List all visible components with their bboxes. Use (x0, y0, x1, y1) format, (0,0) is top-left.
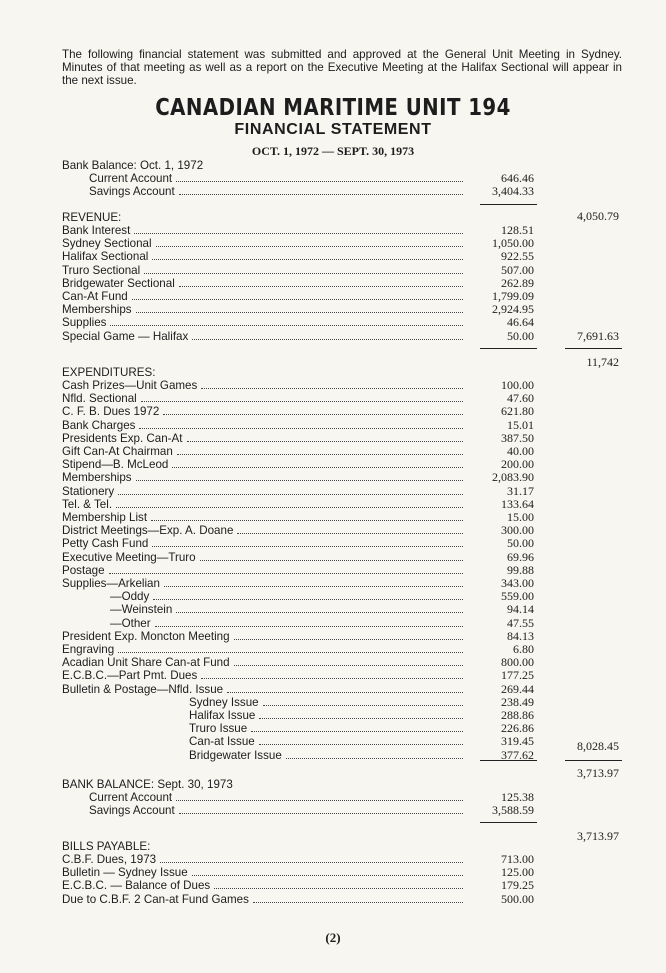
dot-leader (141, 401, 463, 402)
expenditure-amount: 621.80 (501, 404, 534, 419)
dot-leader (179, 286, 463, 287)
closing-row (89, 791, 467, 804)
revenue-label: Truro Sectional (62, 263, 141, 277)
expenditure-row (62, 683, 467, 696)
expenditure-row (62, 643, 467, 656)
document-subtitle: FINANCIAL STATEMENT (234, 121, 432, 138)
dot-leader (286, 758, 463, 759)
dot-leader (118, 652, 463, 653)
expenditure-amount: 238.49 (501, 694, 534, 709)
dot-leader (201, 678, 463, 679)
dot-leader (176, 612, 463, 613)
document-title: CANADIAN MARITIME UNIT 194 (155, 95, 511, 121)
revenue-row (62, 316, 467, 329)
expenditures-subtotal: 8,028.45 (577, 739, 619, 753)
revenue-amount: 1,050.00 (492, 236, 534, 251)
expenditure-label: Cash Prizes—Unit Games (62, 379, 198, 392)
revenue-label: Halifax Sectional (62, 250, 149, 264)
revenue-rule-amounts (480, 348, 537, 349)
expenditure-row (189, 749, 467, 762)
expenditure-label: Presidents Exp. Can-At (62, 431, 183, 445)
expenditure-row (62, 471, 467, 484)
dot-leader (132, 299, 463, 300)
expenditure-amount: 50.00 (507, 536, 534, 551)
expenditure-label: Supplies—Arkelian (62, 577, 160, 590)
expenditure-label: District Meetings—Exp. A. Doane (62, 524, 234, 538)
expenditure-row (189, 735, 467, 748)
expenditures-rule-totals (565, 760, 622, 761)
expenditure-label: Membership List (62, 511, 148, 524)
revenue-label: Sydney Sectional (62, 237, 152, 251)
dot-leader (234, 639, 463, 640)
statement-period: OCT. 1, 1972 — SEPT. 30, 1973 (251, 144, 415, 158)
closing-amount: 125.38 (501, 790, 534, 804)
expenditure-amount: 84.13 (507, 628, 534, 643)
expenditure-label: Sydney Issue (189, 695, 259, 709)
expenditure-row (62, 432, 467, 445)
dot-leader (177, 454, 463, 455)
bills-header: BILLS PAYABLE: (62, 840, 151, 853)
expenditure-label: Memberships (62, 471, 132, 485)
expenditures-header: EXPENDITURES: (62, 366, 156, 379)
expenditure-label: Acadian Unit Share Can-at Fund (62, 656, 230, 670)
revenue-amount: 922.55 (501, 249, 534, 264)
closing-total: 3,713.97 (577, 829, 619, 843)
revenue-label: Can-At Fund (62, 290, 128, 303)
dot-leader (179, 194, 463, 195)
revenue-row (62, 330, 467, 343)
expenditure-label: —Weinstein (110, 603, 173, 617)
dot-leader (201, 388, 463, 389)
dot-leader (251, 731, 463, 732)
expenditure-amount: 99.88 (507, 562, 534, 577)
expenditure-row (62, 630, 467, 643)
dot-leader (227, 692, 463, 693)
expenditure-row (62, 445, 467, 458)
dot-leader (234, 665, 463, 666)
expenditure-amount: 559.00 (501, 589, 534, 604)
expenditure-amount: 133.64 (501, 496, 534, 511)
expenditure-label: Engraving (62, 643, 115, 656)
expenditure-amount: 319.45 (501, 734, 534, 749)
expenditure-amount: 40.00 (507, 444, 534, 458)
dot-leader (116, 507, 463, 508)
expenditure-label: E.C.B.C.—Part Pmt. Dues (62, 669, 198, 683)
closing-label: Savings Account (89, 804, 175, 818)
expenditure-label: Bank Charges (62, 418, 136, 432)
revenue-row (62, 224, 467, 237)
revenue-row (62, 264, 467, 277)
dot-leader (155, 626, 463, 627)
dot-leader (109, 573, 463, 574)
expenditure-label: Can-at Issue (189, 735, 255, 749)
dot-leader (163, 414, 463, 415)
expenditure-label: Gift Can-At Chairman (62, 445, 173, 458)
revenue-amount: 262.89 (501, 275, 534, 290)
dot-leader (176, 181, 463, 182)
dot-leader (253, 902, 463, 903)
opening-amount: 646.46 (501, 171, 534, 185)
dot-leader (136, 312, 463, 313)
expenditure-row (62, 564, 467, 577)
dot-leader (192, 339, 463, 340)
expenditure-row (62, 669, 467, 682)
expenditure-row (189, 709, 467, 722)
dot-leader (152, 546, 463, 547)
closing-amount: 3,588.59 (492, 803, 534, 818)
expenditure-label: —Oddy (110, 590, 150, 604)
dot-leader (151, 520, 463, 521)
revenue-amount: 50.00 (507, 328, 534, 343)
revenue-label: Bank Interest (62, 224, 131, 237)
revenue-row (62, 290, 467, 303)
expenditure-amount: 288.86 (501, 708, 534, 722)
expenditure-amount: 177.25 (501, 668, 534, 683)
expenditure-label: C. F. B. Dues 1972 (62, 405, 160, 419)
opening-total: 4,050.79 (577, 209, 619, 223)
expenditure-amount: 31.17 (507, 483, 534, 498)
closing-label: Current Account (89, 791, 173, 804)
dot-leader (172, 467, 463, 468)
dot-leader (263, 705, 463, 706)
expenditure-amount: 94.14 (507, 602, 534, 617)
closing-balance-header: BANK BALANCE: Sept. 30, 1973 (62, 778, 233, 791)
expenditure-label: Bridgewater Issue (189, 748, 282, 762)
expenditures-rule-amounts (480, 760, 537, 761)
expenditure-row (110, 603, 467, 616)
expenditure-row (62, 405, 467, 418)
dot-leader (214, 888, 463, 889)
dot-leader (176, 800, 463, 801)
revenue-row (62, 237, 467, 250)
dot-leader (200, 560, 463, 561)
expenditure-row (62, 379, 467, 392)
revenue-amount: 1,799.09 (492, 289, 534, 303)
expenditure-label: Petty Cash Fund (62, 537, 149, 551)
expenditure-row (62, 485, 467, 498)
dot-leader (156, 246, 463, 247)
expenditure-row (110, 590, 467, 603)
expenditure-label: Tel. & Tel. (62, 497, 113, 511)
opening-rule (480, 204, 537, 205)
expenditure-row (62, 511, 467, 524)
revenue-amount: 46.64 (507, 315, 534, 330)
expenditures-total: 3,713.97 (577, 766, 619, 780)
dot-leader (139, 428, 463, 429)
dot-leader (144, 273, 463, 274)
dot-leader (160, 862, 463, 863)
expenditure-amount: 226.86 (501, 721, 534, 736)
closing-rule (480, 822, 537, 823)
dot-leader (192, 875, 463, 876)
expenditure-row (189, 722, 467, 735)
expenditure-amount: 269.44 (501, 681, 534, 696)
bill-row (62, 879, 467, 892)
dot-leader (152, 259, 463, 260)
expenditure-label: Bulletin & Postage—Nfld. Issue (62, 682, 224, 696)
expenditure-row (62, 537, 467, 550)
opening-label: Current Account (89, 172, 173, 185)
expenditure-label: Stationery (62, 484, 115, 498)
expenditure-amount: 2,083.90 (492, 470, 534, 485)
dot-leader (134, 233, 463, 234)
revenue-amount: 507.00 (501, 262, 534, 277)
revenue-label: Supplies (62, 316, 107, 330)
bill-row (62, 866, 467, 879)
expenditure-label: Nfld. Sectional (62, 392, 137, 406)
expenditure-label: Executive Meeting—Truro (62, 550, 196, 564)
opening-label: Savings Account (89, 185, 175, 199)
revenue-label: Memberships (62, 303, 132, 317)
expenditure-label: —Other (110, 616, 151, 630)
bill-row (62, 853, 467, 866)
revenue-amount: 2,924.95 (492, 302, 534, 317)
revenue-row (62, 277, 467, 290)
bill-amount: 500.00 (501, 891, 534, 906)
expenditure-row (110, 617, 467, 630)
expenditure-row (62, 392, 467, 405)
expenditure-row (62, 458, 467, 471)
dot-leader (187, 441, 463, 442)
expenditure-amount: 800.00 (501, 655, 534, 670)
expenditure-row (62, 419, 467, 432)
expenditure-label: Stipend—B. McLeod (62, 458, 169, 472)
bill-row (62, 893, 467, 906)
opening-amount: 3,404.33 (492, 184, 534, 199)
expenditure-row (62, 551, 467, 564)
bill-amount: 125.00 (501, 865, 534, 880)
revenue-subtotal: 7,691.63 (577, 329, 619, 343)
revenue-label: Bridgewater Sectional (62, 276, 175, 290)
expenditure-amount: 387.50 (501, 430, 534, 445)
expenditure-amount: 200.00 (501, 457, 534, 472)
expenditure-label: Postage (62, 563, 105, 577)
expenditure-amount: 300.00 (501, 523, 534, 538)
dot-leader (164, 586, 463, 587)
revenue-header: REVENUE: (62, 211, 122, 224)
revenue-row (62, 303, 467, 316)
dot-leader (259, 744, 463, 745)
expenditure-label: Halifax Issue (189, 709, 256, 722)
dot-leader (237, 533, 463, 534)
expenditure-row (62, 498, 467, 511)
intro-paragraph: The following financial statement was submitted and approved at the General Unit Meeting in Sydney. Minutes of that meeting as well as a report on the Executive Meeting at the Halifax Sectional will appear in the next issue. (62, 48, 622, 88)
revenue-amount: 128.51 (501, 223, 534, 237)
dot-leader (110, 325, 463, 326)
bill-amount: 713.00 (501, 852, 534, 866)
page-number: (2) (325, 930, 341, 945)
opening-balance-header: Bank Balance: Oct. 1, 1972 (62, 159, 204, 172)
dot-leader (153, 599, 463, 600)
bill-label: Due to C.B.F. 2 Can-at Fund Games (62, 892, 249, 906)
closing-row (89, 804, 467, 817)
dot-leader (136, 480, 463, 481)
expenditure-amount: 15.00 (507, 510, 534, 524)
revenue-rule-totals (565, 348, 622, 349)
opening-row (89, 185, 467, 198)
expenditure-label: Truro Issue (189, 722, 248, 736)
dot-leader (179, 813, 463, 814)
expenditure-amount: 15.01 (507, 417, 534, 432)
expenditure-amount: 100.00 (501, 378, 534, 392)
revenue-total: 11,742 (586, 355, 619, 369)
expenditure-row (62, 577, 467, 590)
expenditure-amount: 69.96 (507, 549, 534, 564)
expenditure-amount: 343.00 (501, 576, 534, 590)
expenditure-amount: 6.80 (513, 642, 534, 656)
expenditure-label: President Exp. Moncton Meeting (62, 629, 230, 643)
dot-leader (259, 718, 463, 719)
bill-label: Bulletin — Sydney Issue (62, 866, 188, 880)
opening-row (89, 172, 467, 185)
revenue-label: Special Game — Halifax (62, 329, 189, 343)
bill-label: C.B.F. Dues, 1973 (62, 853, 157, 866)
bill-label: E.C.B.C. — Balance of Dues (62, 879, 211, 893)
dot-leader (118, 494, 463, 495)
revenue-row (62, 250, 467, 263)
expenditure-row (62, 524, 467, 537)
bill-amount: 179.25 (501, 878, 534, 893)
expenditure-row (62, 656, 467, 669)
expenditure-amount: 47.60 (507, 391, 534, 406)
expenditure-amount: 47.55 (507, 615, 534, 630)
expenditure-amount: 377.62 (501, 747, 534, 762)
expenditure-row (189, 696, 467, 709)
